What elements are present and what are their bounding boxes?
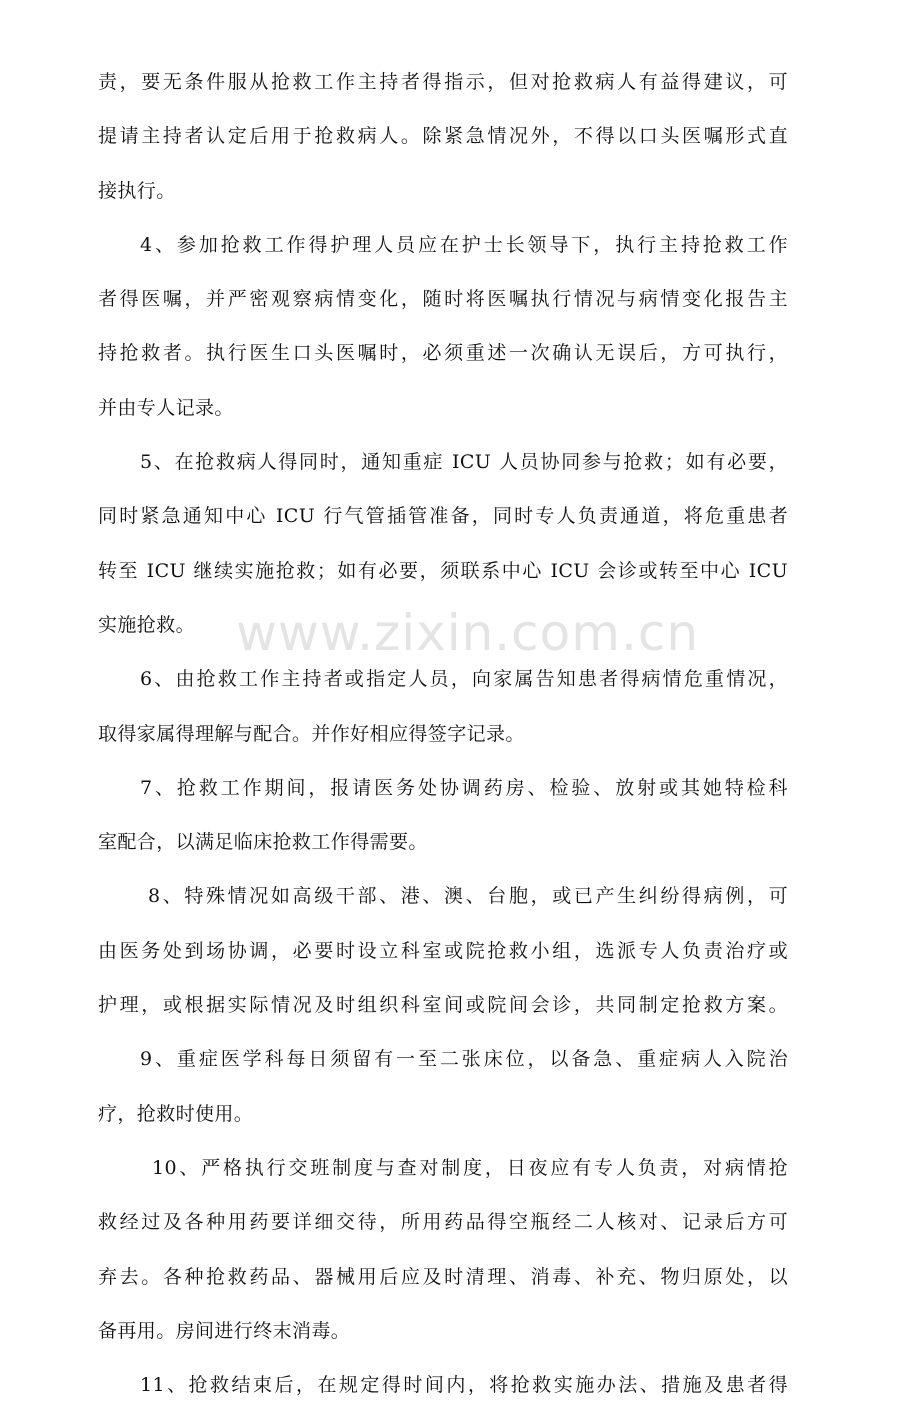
text-line: 救经过及各种用药要详细交待，所用药品得空瓶经二人核对、记录后方可 — [98, 1211, 788, 1234]
text-line: 弃去。各种抢救药品、器械用后应及时清理、消毒、补充、物归原处，以 — [98, 1265, 788, 1288]
text-line: 5、在抢救病人得同时，通知重症 ICU 人员协同参与抢救；如有必要， — [140, 451, 788, 474]
text-line: 4、参加抢救工作得护理人员应在护士长领导下，执行主持抢救工作 — [140, 233, 788, 256]
text-line: 护理，或根据实际情况及时组织科室间或院间会诊，共同制定抢救方案。 — [98, 994, 788, 1017]
text-line: 10、严格执行交班制度与查对制度，日夜应有专人负责，对病情抢 — [152, 1156, 788, 1179]
text-line: 实施抢救。 — [98, 613, 196, 636]
text-line: 并由专人记录。 — [98, 396, 234, 419]
text-line: 由医务处到场协调，必要时设立科室或院抢救小组，选派专人负责治疗或 — [98, 939, 788, 962]
text-line: 11、抢救结束后，在规定得时间内，将抢救实施办法、措施及患者得 — [140, 1374, 788, 1397]
document-body — [98, 55, 788, 1412]
text-line: 接执行。 — [98, 179, 176, 202]
text-line: 7、抢救工作期间，报请医务处协调药房、检验、放射或其她特检科 — [140, 776, 788, 799]
watermark: www.zixin.com.cn — [236, 604, 700, 662]
text-line: 提请主持者认定后用于抢救病人。除紧急情况外，不得以口头医嘱形式直 — [98, 125, 788, 148]
text-line: 转至 ICU 继续实施抢救；如有必要，须联系中心 ICU 会诊或转至中心 ICU — [98, 559, 788, 582]
text-line: 者得医嘱，并严密观察病情变化，随时将医嘱执行情况与病情变化报告主 — [98, 288, 788, 311]
text-line: 6、由抢救工作主持者或指定人员，向家属告知患者得病情危重情况， — [140, 668, 788, 691]
text-line: 责，要无条件服从抢救工作主持者得指示，但对抢救病人有益得建议，可 — [98, 71, 788, 93]
text-line: 8、特殊情况如高级干部、港、澳、台胞，或已产生纠纷得病例，可 — [148, 885, 788, 908]
text-line: 室配合，以满足临床抢救工作得需要。 — [98, 831, 428, 854]
text-line: 备再用。房间进行终末消毒。 — [98, 1319, 351, 1342]
text-line: 同时紧急通知中心 ICU 行气管插管准备，同时专人负责通道，将危重患者 — [98, 505, 788, 528]
text-line: 持抢救者。执行医生口头医嘱时，必须重述一次确认无误后，方可执行， — [98, 342, 788, 365]
text-line: 9、重症医学科每日须留有一至二张床位，以备急、重症病人入院治 — [140, 1048, 788, 1071]
text-line: 取得家属得理解与配合。并作好相应得签字记录。 — [98, 722, 525, 745]
text-line: 疗，抢救时使用。 — [98, 1102, 254, 1125]
